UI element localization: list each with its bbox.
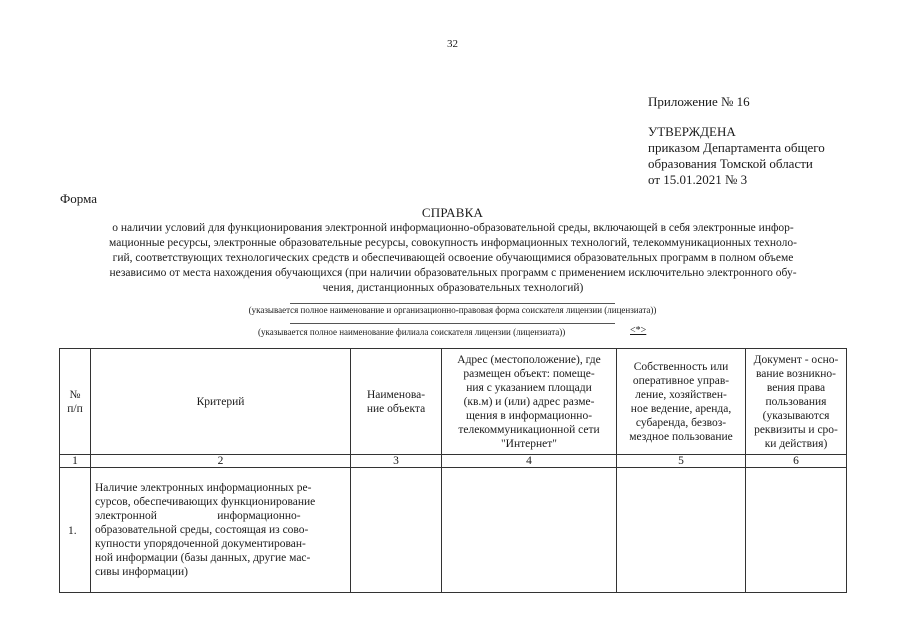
approved-line: образования Томской области xyxy=(648,156,813,171)
appendix-label: Приложение № 16 xyxy=(648,94,750,109)
header-address: Адрес (местоположение), где размещен объект: помеще- ния с указанием площади (кв.м) и (или) адрес разме- щения в информационно- телекоммуникационной сети "Интернет" xyxy=(442,349,617,455)
row-index: 1. xyxy=(60,468,91,593)
header-criterion: Критерий xyxy=(91,349,351,455)
branch-hint: (указывается полное наименование филиала соискателя лицензии (лицензиата)) xyxy=(258,327,566,337)
row-criterion: Наличие электронных информационных ре- сурсов, обеспечивающих функционирование электронной информационно- образовательной среды, состоящая из сово- купности упорядоченной документирован- ной информации (базы данных, другие мас- сивы информации) xyxy=(91,468,351,593)
criteria-table xyxy=(59,348,847,593)
header-object-name: Наименова- ние объекта xyxy=(351,349,442,455)
approved-line: от 15.01.2021 № 3 xyxy=(648,172,748,187)
column-number: 3 xyxy=(351,455,442,468)
column-number: 4 xyxy=(442,455,617,468)
page-number: 32 xyxy=(447,38,458,50)
licensee-hint: (указывается полное наименование и организационно-правовая форма соискателя лицензии (лицензиата)) xyxy=(248,305,657,315)
row-document xyxy=(746,468,847,593)
approval-block xyxy=(648,124,825,188)
row-object-name xyxy=(351,468,442,593)
document-title: СПРАВКА xyxy=(421,205,484,220)
subtitle-line: гий, соответствующих технологических средств и обеспечивающей освоение обучающимися образовательных программ в полном объеме xyxy=(112,252,794,264)
row-address xyxy=(442,468,617,593)
column-number: 2 xyxy=(91,455,351,468)
table-header-row xyxy=(60,349,847,455)
row-ownership xyxy=(617,468,746,593)
form-label: Форма xyxy=(60,191,97,206)
header-ownership: Собственность или оперативное управ- ление, хозяйствен- ное ведение, аренда, субаренда, безвоз- мездное пользование xyxy=(617,349,746,455)
header-index: № п/п xyxy=(60,349,91,455)
subtitle-line: чения, дистанционных образовательных технологий) xyxy=(322,282,584,294)
approved-title: УТВЕРЖДЕНА xyxy=(648,124,736,139)
column-number: 1 xyxy=(60,455,91,468)
table-row xyxy=(60,468,847,593)
header-document: Документ - осно- вание возникно- вения права пользования (указываются реквизиты и сро- ки действия) xyxy=(746,349,847,455)
subtitle-line: мационные ресурсы, электронные образовательные ресурсы, совокупность информационных технологий, телекоммуникационных техноло- xyxy=(109,237,797,249)
subtitle-line: о наличии условий для функционирования электронной информационно-образовательной среды, включающей в себя электронные инфор- xyxy=(112,222,794,234)
column-number: 5 xyxy=(617,455,746,468)
subtitle-line: независимо от места нахождения обучающихся (при наличии образовательных программ с применением исключительно электронного обу- xyxy=(109,267,797,279)
column-number: 6 xyxy=(746,455,847,468)
column-number-row xyxy=(60,455,847,468)
document-subtitle xyxy=(60,221,846,296)
branch-name-line xyxy=(290,323,615,324)
approved-line: приказом Департамента общего xyxy=(648,140,825,155)
licensee-name-line xyxy=(290,303,615,304)
footnote-mark: <*> xyxy=(630,325,647,336)
